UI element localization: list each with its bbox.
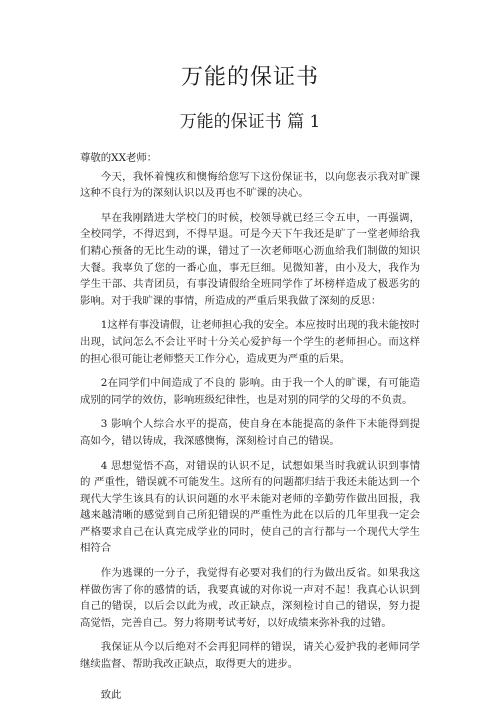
paragraph-reflection-3: 3 影响个人综合水平的提高，使自身在本能提高的条件下未能得到提高如今，错以铸成，我深感懊悔，深刻检讨自己的错误。 [80, 418, 420, 447]
paragraph-apology: 作为逃课的一分子，我觉得有必要对我们的行为做出反省。如果我这样做伤害了你的感情的话，我要真诚的对你说一声对不起！我真心认识到自己的错误，以后会以此为戒，改正缺点，深刻检讨自己的错误，努力提高觉悟，完善自己。努力将期考试考好，以好成绩来弥补我的过错。 [80, 567, 420, 629]
paragraph-reflection-2: 2在同学们中间造成了不良的 影响。由于我一个人的旷课，有可能造成别的同学的效仿，影响班级纪律性，也是对别的同学的父母的不负责。 [80, 377, 420, 406]
paragraph-intro: 今天，我怀着愧疚和懊悔给您写下这份保证书，以向您表示我对旷课这种不良行为的深刻认识以及再也不旷课的决心。 [80, 170, 420, 200]
letter-body [80, 150, 420, 703]
closing: 致此 [100, 688, 122, 701]
paragraph-promise: 我保证从今以后绝对不会再犯同样的错误，请关心爱护我的老师同学继续监督、帮助我改正缺点，取得更大的进步。 [80, 641, 420, 671]
paragraph-background: 早在我刚踏进大学校门的时候，校领导就已经三令五申，一再强调，全校同学，不得迟到，不得早退。可是今天下午我还是旷了一堂老师给我们精心预备的无比生动的课，错过了一次老师呕心沥血给我们制做的知识大餐。我辜负了您的一番心血，事无巨细。见微知著，由小及大，我作为学生干部、共青团员，有事没请假给全班同学作了坏榜样造成了极恶劣的影响。对于我旷课的事情，所造成的严重后果我做了深刻的反思： [80, 211, 420, 307]
document-title: 万能的保证书 [180, 65, 319, 90]
paragraph-reflection-4: 4 思想觉悟不高，对错误的认识不足，试想如果当时我就认识到事情的 严重性，错误就不可能发生。这所有的问题都归结于我还未能达到一个现代大学生该具有的认识问题的水平未能对老师的辛勤劳作做出回报，我越来越清晰的感觉到自己所犯错误的严重性为此在以后的几年里我一定会严格要求自己在认真完成学业的同时，使自己的言行都与一个现代大学生相符合 [80, 459, 420, 555]
paragraph-reflection-1: 1这样有事没请假，让老师担心我的安全。本应按时出现的我未能按时出现，试问怎么不会让平时十分关心爱护每一个学生的老师担心。而这样的担心很可能让老师整天工作分心，造成更为严重的后果。 [80, 319, 420, 365]
section-title: 万能的保证书 篇 1 [179, 112, 321, 132]
salutation: 尊敬的XX老师： [80, 152, 158, 164]
